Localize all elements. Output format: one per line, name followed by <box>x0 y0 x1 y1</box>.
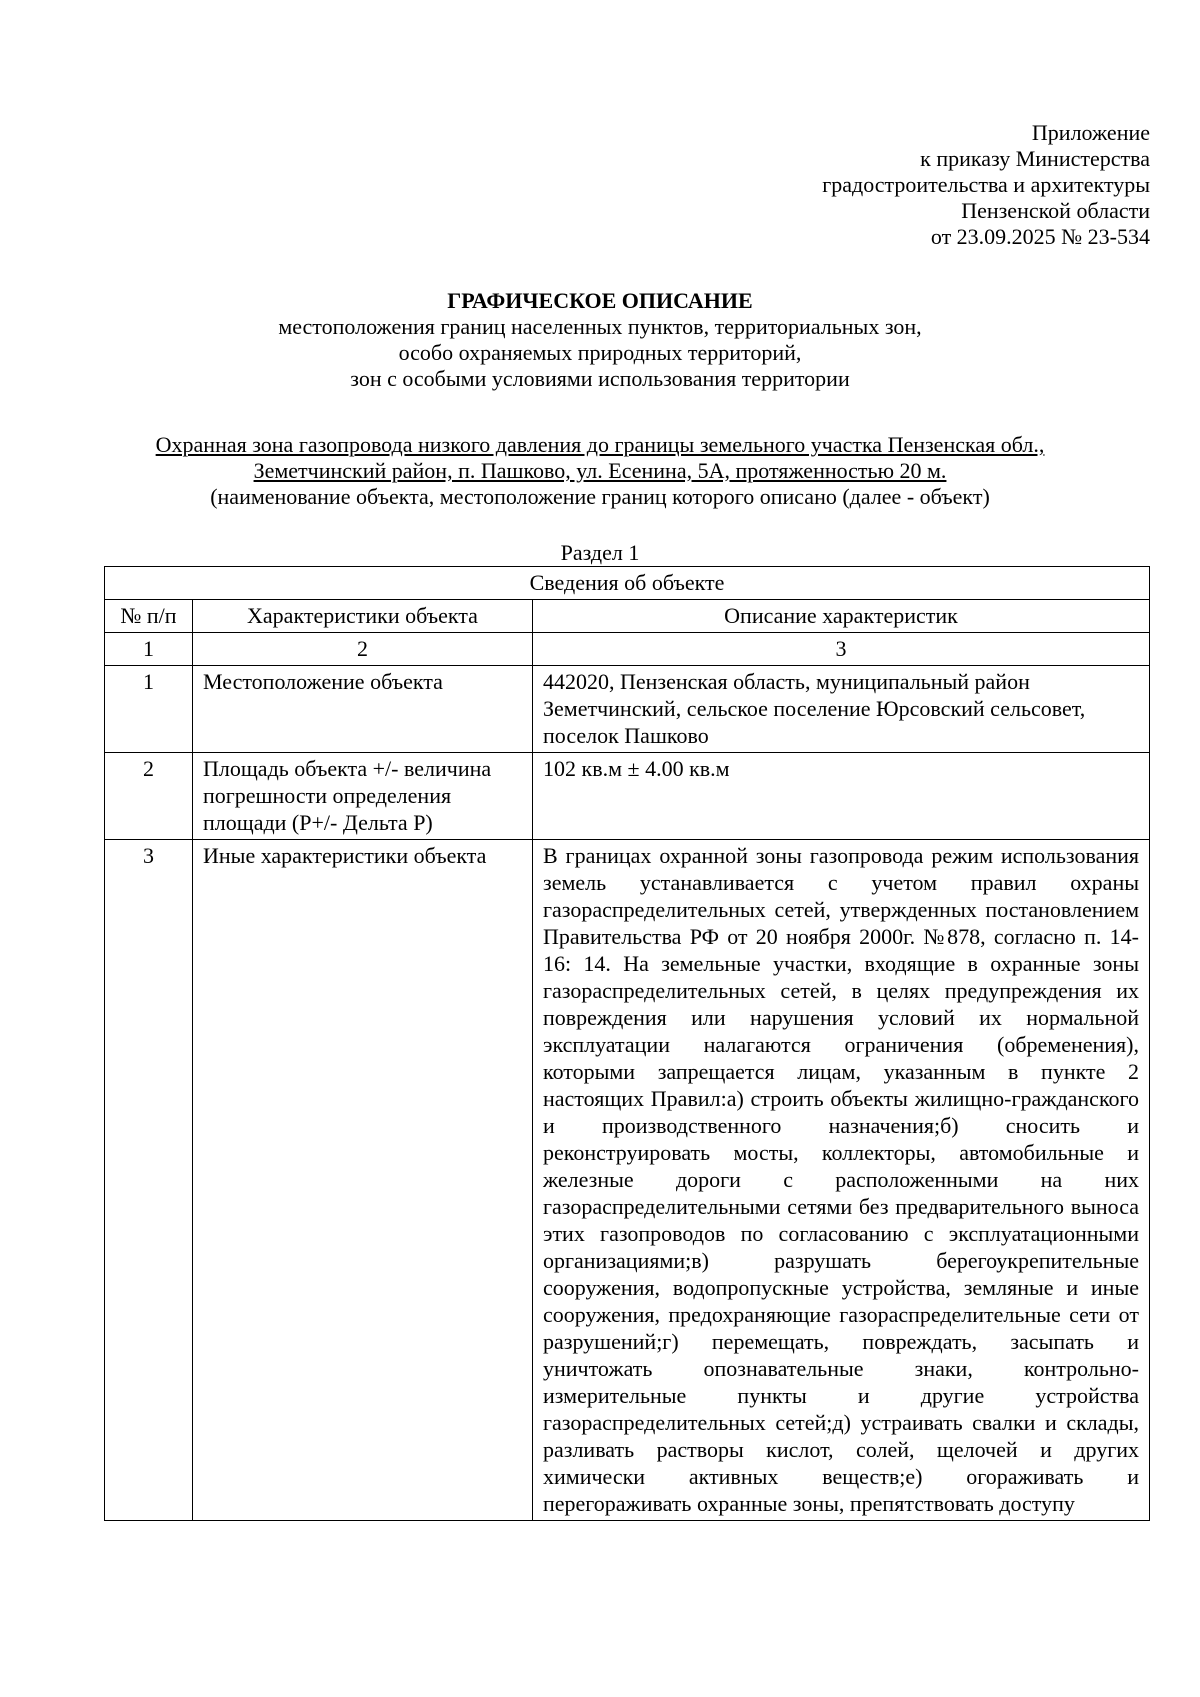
title-line: зон с особыми условиями использования территории <box>350 366 850 391</box>
row-description: 442020, Пензенская область, муниципальный район Земетчинский, сельское поселение Юрсовский сельсовет, поселок Пашково <box>533 666 1150 753</box>
row-characteristic: Площадь объекта +/- величина погрешности определения площади (Р+/- Дельта Р) <box>193 753 533 840</box>
object-info-table <box>104 566 1150 1521</box>
column-number: 1 <box>105 633 193 666</box>
column-header: Характеристики объекта <box>193 600 533 633</box>
column-header: № п/п <box>105 600 193 633</box>
table-row <box>105 753 1150 840</box>
row-number: 2 <box>105 753 193 840</box>
object-name-block <box>0 432 1200 510</box>
appendix-line: Пензенской области <box>961 198 1150 223</box>
column-number: 2 <box>193 633 533 666</box>
row-number: 1 <box>105 666 193 753</box>
section-label: Раздел 1 <box>560 540 640 565</box>
row-characteristic: Местоположение объекта <box>193 666 533 753</box>
appendix-header <box>550 120 1150 250</box>
table-row <box>105 840 1150 1521</box>
table-row <box>105 666 1150 753</box>
document-title <box>0 288 1200 392</box>
object-name-line: Охранная зона газопровода низкого давления до границы земельного участка Пензенская обл., <box>155 432 1045 457</box>
title-line: особо охраняемых природных территорий, <box>398 340 802 365</box>
appendix-line: градостроительства и архитектуры <box>822 172 1150 197</box>
row-description: 102 кв.м ± 4.00 кв.м <box>533 753 1150 840</box>
appendix-line: к приказу Министерства <box>920 146 1150 171</box>
object-name-line: Земетчинский район, п. Пашково, ул. Есенина, 5А, протяженностью 20 м. <box>253 458 947 483</box>
row-number: 3 <box>105 840 193 1521</box>
appendix-line: Приложение <box>1031 120 1150 145</box>
table-title: Сведения об объекте <box>105 567 1150 600</box>
appendix-date-number: от 23.09.2025 № 23-534 <box>930 224 1150 249</box>
column-number: 3 <box>533 633 1150 666</box>
object-caption: (наименование объекта, местоположение границ которого описано (далее - объект) <box>210 484 990 509</box>
title-line: местоположения границ населенных пунктов, территориальных зон, <box>278 314 922 339</box>
row-description: В границах охранной зоны газопровода режим использования земель устанавливается с учетом правил охраны газораспределительных сетей, утвержденных постановлением Правительства РФ от 20 ноября 2000г. №878, согласно п. 14-16: 14. На земельные участки, входящие в охранные зоны газораспределительных сетей, в целях предупреждения их повреждения или нарушения условий их нормальной эксплуатации налагаются ограничения (обременения), которыми запрещается лицам, указанным в пункте 2 настоящих Правил:а) строить объекты жилищно-гражданского и производственного назначения;б) сносить и реконструировать мосты, коллекторы, автомобильные и железные дороги с расположенными на них газораспределительными сетями без предварительного выноса этих газопроводов по согласованию с эксплуатационными организациями;в) разрушать берегоукрепительные сооружения, водопропускные устройства, земляные и иные сооружения, предохраняющие газораспределительные сети от разрушений;г) перемещать, повреждать, засыпать и уничтожать опознавательные знаки, контрольно-измерительные пункты и другие устройства газораспределительных сетей;д) устраивать свалки и склады, разливать растворы кислот, солей, щелочей и других химически активных веществ;е) огораживать и перегораживать охранные зоны, препятствовать доступу <box>533 840 1150 1521</box>
title-main: ГРАФИЧЕСКОЕ ОПИСАНИЕ <box>447 288 753 313</box>
column-header: Описание характеристик <box>533 600 1150 633</box>
row-characteristic: Иные характеристики объекта <box>193 840 533 1521</box>
